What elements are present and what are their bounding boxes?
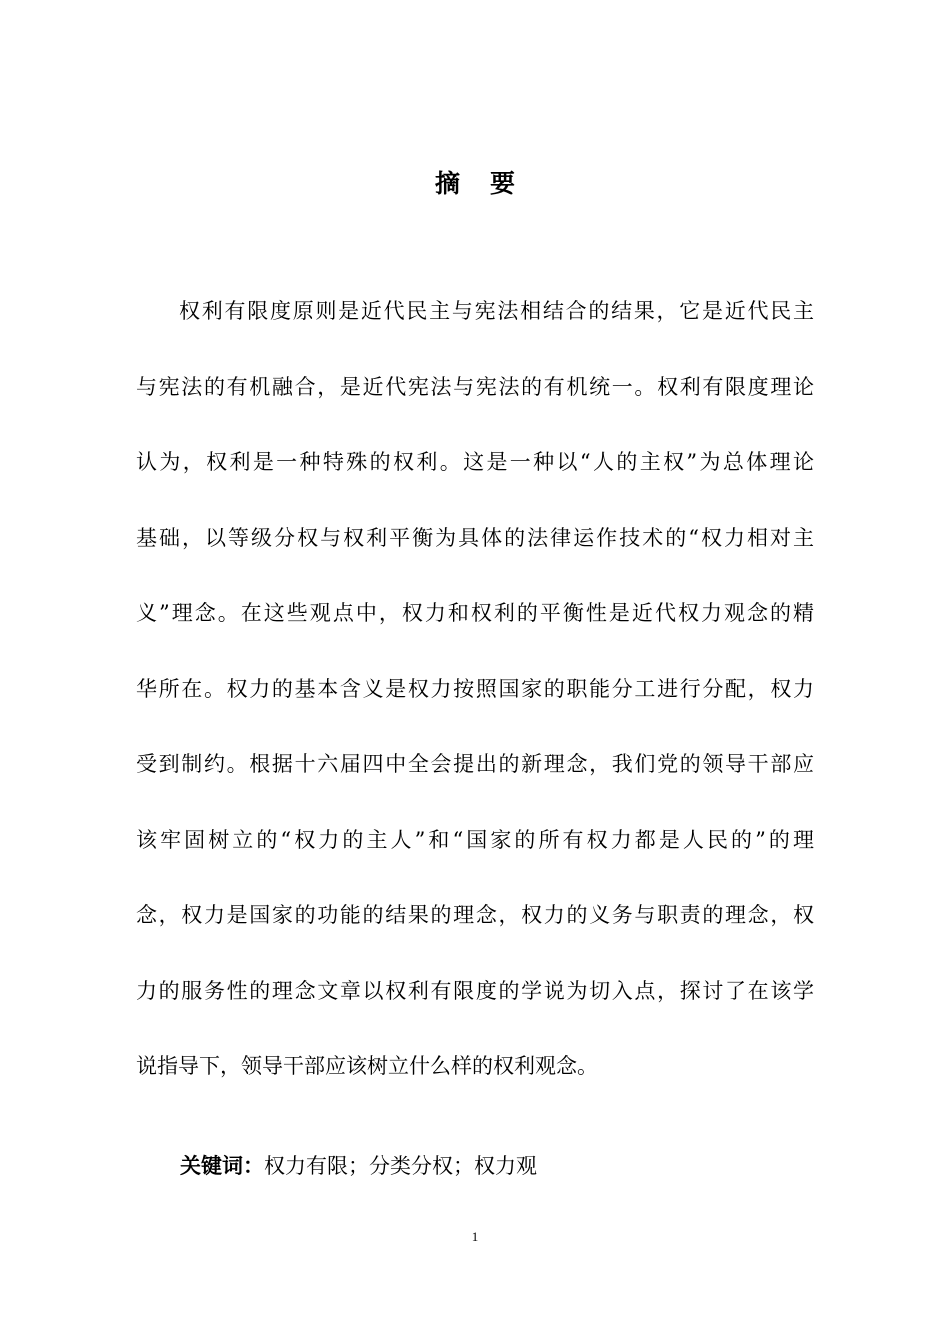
abstract-line: 该牢固树立的“权力的主人”和“国家的所有权力都是人民的”的理 [136, 827, 814, 852]
abstract-title [0, 166, 950, 202]
abstract-line: 念，权力是国家的功能的结果的理念，权力的义务与职责的理念，权 [136, 903, 814, 927]
abstract-body [136, 274, 814, 1105]
abstract-line: 认为，权利是一种特殊的权利。这是一种以“人的主权”为总体理论 [136, 450, 814, 474]
abstract-line: 受到制约。根据十六届四中全会提出的新理念，我们党的领导干部应 [136, 752, 814, 776]
abstract-line: 义”理念。在这些观点中，权力和权利的平衡性是近代权力观念的精 [136, 601, 814, 625]
page-number: 1 [471, 1229, 479, 1244]
abstract-line: 与宪法的有机融合，是近代宪法与宪法的有机统一。权利有限度理论 [136, 374, 814, 399]
abstract-line: 力的服务性的理念文章以权利有限度的学说为切入点，探讨了在该学 [136, 978, 814, 1003]
abstract-line: 华所在。权力的基本含义是权力按照国家的职能分工进行分配，权力 [136, 676, 814, 701]
keywords-value: 权力有限；分类分权；权力观 [264, 1154, 537, 1178]
title-char-2: 要 [490, 169, 516, 198]
keywords-label: 关键词： [180, 1154, 264, 1178]
abstract-line: 基础，以等级分权与权利平衡为具体的法律运作技术的“权力相对主 [136, 525, 814, 550]
keywords [180, 1151, 537, 1181]
title-char-1: 摘 [434, 169, 460, 198]
abstract-line: 权利有限度原则是近代民主与宪法相结合的结果，它是近代民主 [179, 299, 814, 323]
abstract-line-last: 说指导下，领导干部应该树立什么样的权利观念。 [136, 1054, 598, 1078]
